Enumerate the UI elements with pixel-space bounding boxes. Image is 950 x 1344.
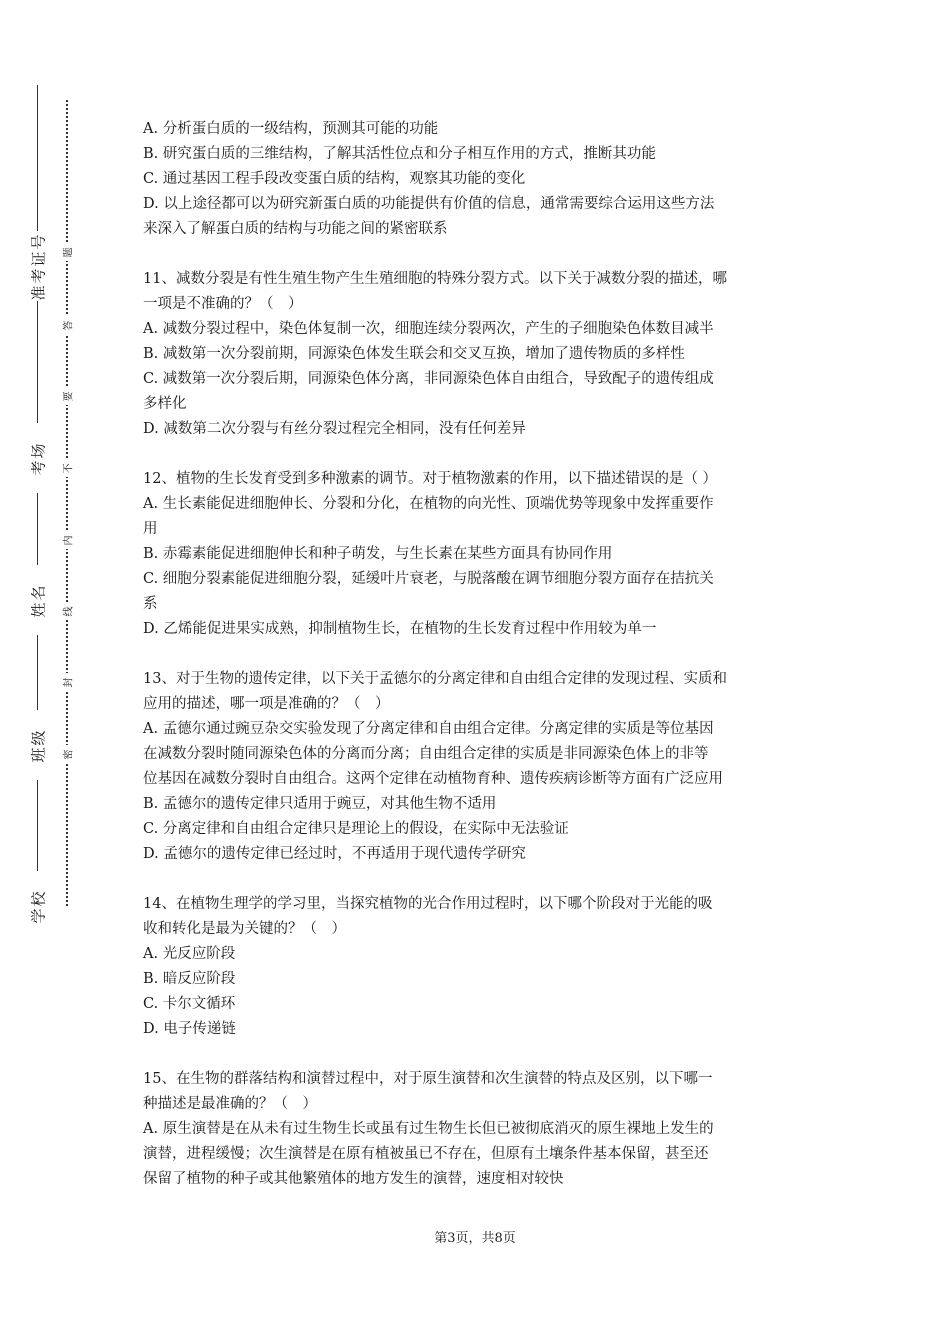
binding-margin: [0, 0, 90, 1344]
seal-char-yao: 要: [58, 387, 76, 405]
q13-option-d: D. 孟德尔的遗传定律已经过时，不再适用于现代遗传学研究: [143, 846, 526, 862]
binding-solid-line: [37, 85, 38, 930]
q10-option-d-cont: 来深入了解蛋白质的结构与功能之间的紧密联系: [143, 221, 448, 237]
school-label: 学校: [20, 871, 56, 941]
q11-option-d: D. 减数第二次分裂与有丝分裂过程完全相同，没有任何差异: [143, 421, 526, 437]
q14-stem-cont: 收和转化是最为关键的？（ ）: [143, 921, 346, 937]
q15-option-a-cont-1: 演替，进程缓慢；次生演替是在原有植被虽已不存在，但原有土壤条件基本保留，甚至还: [143, 1146, 709, 1162]
q11-option-b: B. 减数第一次分裂前期，同源染色体发生联会和交叉互换，增加了遗传物质的多样性: [143, 346, 685, 362]
q11-option-a: A. 减数分裂过程中，染色体复制一次，细胞连续分裂两次，产生的子细胞染色体数目减半: [143, 321, 714, 337]
seal-dotted-line: [66, 100, 68, 906]
question-11: [143, 267, 809, 442]
q13-option-a-cont-1: 在减数分裂时随同源染色体的分离而分离；自由组合定律的实质是非同源染色体上的非等: [143, 746, 709, 762]
q13-stem-cont: 应用的描述，哪一项是准确的？（ ）: [143, 696, 390, 712]
q12-option-c: C. 细胞分裂素能促进细胞分裂，延缓叶片衰老，与脱落酸在调节细胞分裂方面存在拮抗关: [143, 571, 714, 587]
question-15: [143, 1067, 809, 1192]
q14-option-a: A. 光反应阶段: [143, 946, 236, 962]
page-number: 第3页，共8页: [434, 1231, 516, 1246]
seal-char-bu: 不: [58, 459, 76, 477]
q11-stem-cont: 一项是不准确的？（ ）: [143, 296, 303, 312]
seal-char-ti: 题: [58, 243, 76, 261]
q13-option-b: B. 孟德尔的遗传定律只适用于豌豆，对其他生物不适用: [143, 796, 497, 812]
q15-stem-cont: 种描述是最准确的？（ ）: [143, 1096, 317, 1112]
admission-number-label: 准考证号: [20, 231, 56, 301]
class-label: 班级: [20, 710, 56, 780]
q12-option-a: A. 生长素能促进细胞伸长、分裂和分化，在植物的向光性、顶端优势等现象中发挥重要作: [143, 496, 714, 512]
q10-option-d: D. 以上途径都可以为研究新蛋白质的功能提供有价值的信息，通常需要综合运用这些方法: [143, 196, 715, 212]
q15-option-a: A. 原生演替是在从未有过生物生长或虽有过生物生长但已被彻底消灭的原生裸地上发生的: [143, 1121, 714, 1137]
q12-option-b: B. 赤霉素能促进细胞伸长和种子萌发，与生长素在某些方面具有协同作用: [143, 546, 613, 562]
q14-option-d: D. 电子传递链: [143, 1021, 236, 1037]
q15-option-a-cont-2: 保留了植物的种子或其他繁殖体的地方发生的演替，速度相对较快: [143, 1171, 564, 1187]
question-10-options: [143, 117, 809, 242]
question-12: [143, 467, 809, 642]
q10-option-b: B. 研究蛋白质的三维结构，了解其活性位点和分子相互作用的方式，推断其功能: [143, 146, 656, 162]
exam-room-label: 考场: [20, 423, 56, 493]
q12-stem: 12、植物的生长发育受到多种激素的调节。对于植物激素的作用，以下描述错误的是（ ）: [143, 471, 718, 487]
q10-option-a: A. 分析蛋白质的一级结构，预测其可能的功能: [143, 121, 439, 137]
q10-option-c: C. 通过基因工程手段改变蛋白质的结构，观察其功能的变化: [143, 171, 526, 187]
seal-char-mi: 密: [58, 745, 76, 763]
q13-stem: 13、对于生物的遗传定律，以下关于孟德尔的分离定律和自由组合定律的发现过程、实质和: [143, 671, 727, 687]
q14-stem: 14、在植物生理学的学习里，当探究植物的光合作用过程时，以下哪个阶段对于光能的吸: [143, 896, 713, 912]
seal-char-xian: 线: [58, 602, 76, 620]
q12-option-c-cont: 系: [143, 596, 158, 612]
q13-option-a: A. 孟德尔通过豌豆杂交实验发现了分离定律和自由组合定律。分离定律的实质是等位基因: [143, 721, 714, 737]
q11-stem: 11、减数分裂是有性生殖生物产生生殖细胞的特殊分裂方式。以下关于减数分裂的描述，哪: [143, 271, 727, 287]
seal-char-nei: 内: [58, 531, 76, 549]
q12-option-d: D. 乙烯能促进果实成熟，抑制植物生长，在植物的生长发育过程中作用较为单一: [143, 621, 657, 637]
q11-option-c-cont: 多样化: [143, 396, 187, 412]
q12-option-a-cont: 用: [143, 521, 158, 537]
q15-stem: 15、在生物的群落结构和演替过程中，对于原生演替和次生演替的特点及区别，以下哪一: [143, 1071, 713, 1087]
question-13: [143, 667, 809, 867]
q13-option-c: C. 分离定律和自由组合定律只是理论上的假设，在实际中无法验证: [143, 821, 569, 837]
q11-option-c: C. 减数第一次分裂后期，同源染色体分离，非同源染色体自由组合，导致配子的遗传组成: [143, 371, 714, 387]
q14-option-c: C. 卡尔文循环: [143, 996, 236, 1012]
q13-option-a-cont-2: 位基因在减数分裂时自由组合。这两个定律在动植物育种、遗传疾病诊断等方面有广泛应用: [143, 771, 723, 787]
seal-char-feng: 封: [58, 673, 76, 691]
seal-char-da: 答: [58, 316, 76, 334]
question-14: [143, 892, 809, 1042]
q14-option-b: B. 暗反应阶段: [143, 971, 236, 987]
question-content: [143, 117, 809, 1192]
student-name-label: 姓名: [20, 565, 56, 635]
